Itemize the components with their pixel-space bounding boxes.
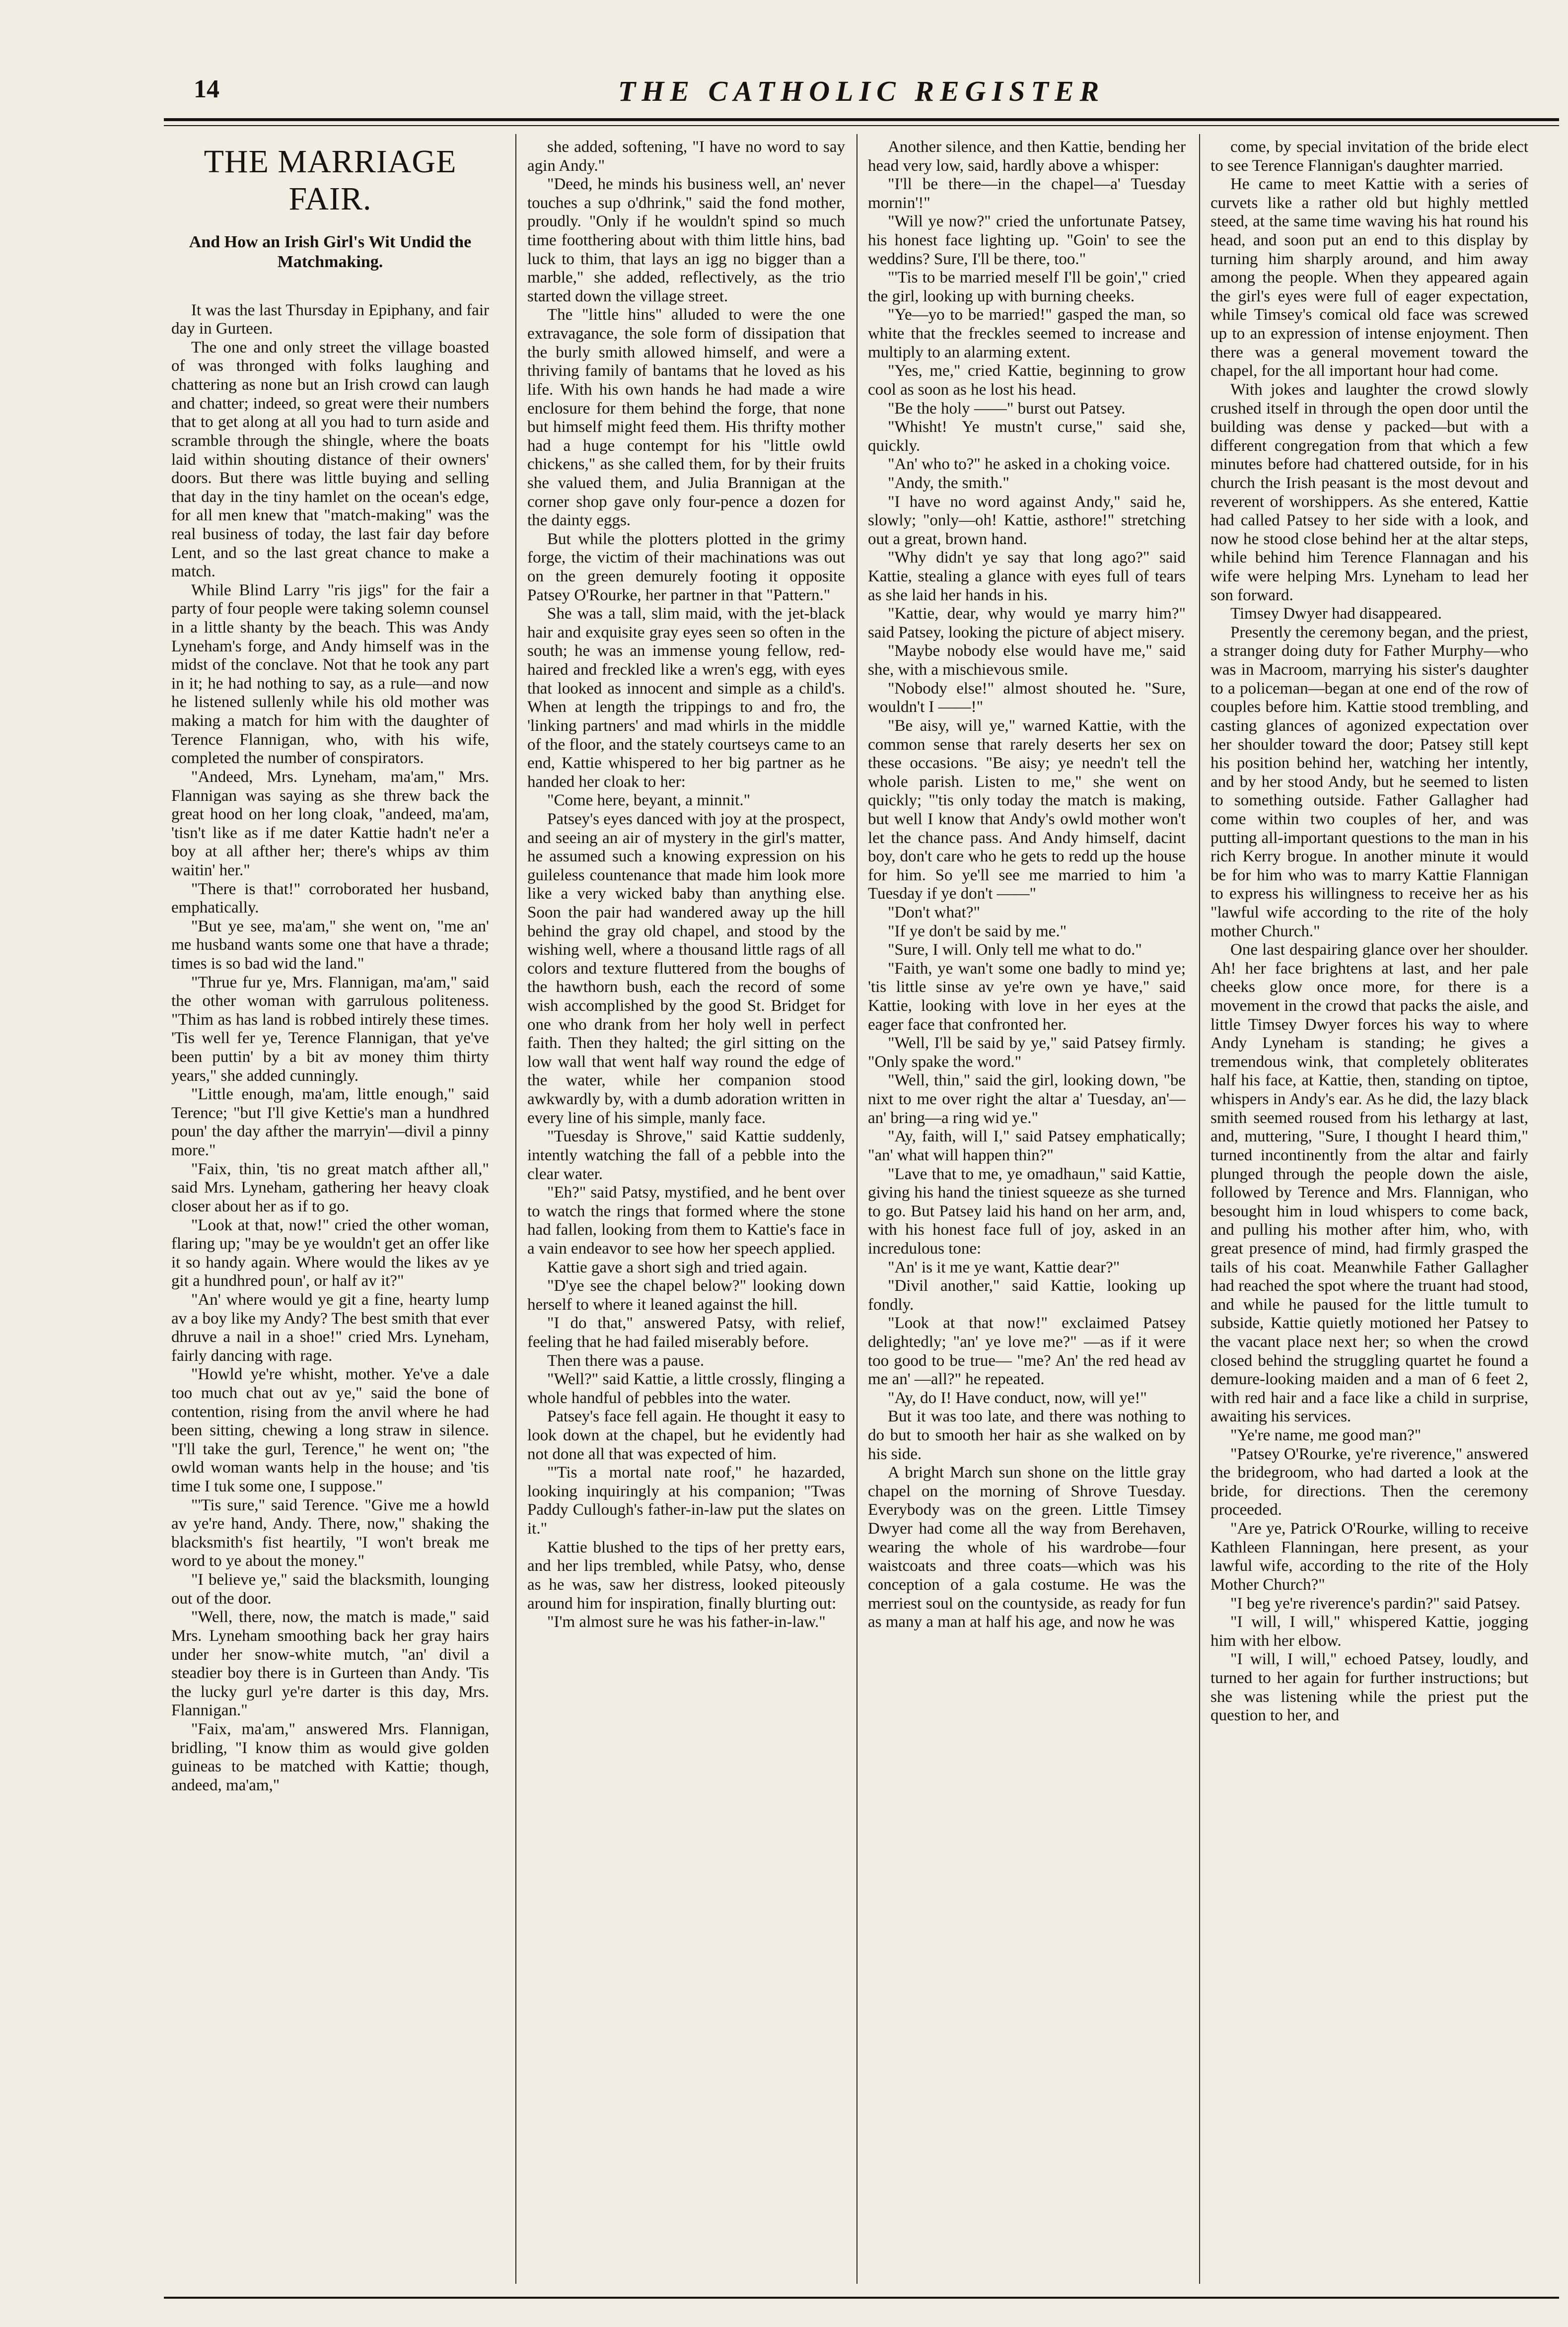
article-paragraph: "Well?" said Kattie, a little crossly, flinging a whole handful of pebbles into the water.	[527, 1370, 845, 1407]
article-paragraph: "Don't what?"	[888, 903, 980, 921]
article-paragraph: "'Tis to be married meself I'll be goin'," cried the girl, looking up with burning cheeks.	[868, 269, 1186, 305]
masthead: THE CATHOLIC REGISTER	[618, 75, 1105, 107]
article-paragraph: "Ye're name, me good man?"	[1230, 1426, 1422, 1445]
article-paragraph: One last despairing glance over her shoulder. Ah! her face brightens at last, and her pale cheeks glow once more, for there is a movement in the crowd that packs the aisle, and little Timsey Dwyer forces his way to where Andy Lyneham is standing; he gives a tremendous wink, that completely obliterates half his face, at Kattie, then, standing on tiptoe, whispers in Andy's ear. As he did, the lazy black smith seemed roused from his lethargy at last, and, muttering, "Sure, I thought I heard thim," turned incontinently from the altar and fairly plunged through the people down the aisle, followed by Terence and Mrs. Flannigan, who besought him in loud whispers to come back, and pulling his mother after him, who, with great presence of mind, had firmly grasped the tails of his coat. Meanwhile Father Gallagher had reached the spot where the truant had stood, and while he paused for the little tumult to subside, Kattie quietly motioned her Patsey to the vacant place next her; so when the crowd closed behind the struggling quartet he found a demure-looking maiden and a man of 6 feet 2, with red hair and a face like a child in surprise, awaiting his services.	[1211, 941, 1528, 1426]
article-paragraph: "I will, I will," whispered Kattie, jogging him with her elbow.	[1211, 1613, 1528, 1650]
article-column-3	[868, 138, 1186, 2288]
article-paragraph: "An' where would ye git a fine, hearty lump av a boy like my Andy? The best smith that ever dhruve a nail in a shoe!" cried Mrs. Lyneham, fairly dancing with rage.	[171, 1290, 489, 1365]
article-paragraph: A bright March sun shone on the little gray chapel on the morning of Shrove Tuesday. Everybody was on the green. Little Timsey Dwyer had come all the way from Berehaven, wearing the whole of his wardrobe—four waistcoats and three coats—which was his conception of a gala costume. He was the merriest soul on the countyside, as ready for fun as many a man at half his age, and now he was	[868, 1464, 1186, 1631]
article-paragraph: "Patsey O'Rourke, ye're riverence," answered the bridegroom, who had darted a look at the bride, for directions. Then the ceremony proceeded.	[1211, 1445, 1528, 1519]
article-paragraph: "Howld ye're whisht, mother. Ye've a dale too much chat out av ye," said the bone of contention, rising from the anvil where he had been sitting, chewing a long straw in silence. "I'll take the gurl, Terence," he went on; "the owld woman wants help in the house; and 'tis time I tuk some one, I suppose."	[171, 1365, 489, 1496]
article-paragraph: "An' is it me ye want, Kattie dear?"	[888, 1258, 1120, 1276]
article-paragraph: Presently the ceremony began, and the priest, a stranger doing duty for Father Murphy—who was in Macroom, marrying his sister's daughter to a policeman—began at one end of the row of couples before him. Kattie stood trembling, and casting glances of agonized expectation over her shoulder toward the door; Patsey still kept his position behind her, watching her intently, and by her stood Andy, but he seemed to listen to something outside. Father Gallagher had come within two couples of her, and was putting all-important questions to the man in his rich Kerry brogue. In another minute it would be for him who was to marry Kattie Flannigan to express his willingness to receive her as his "lawful wife according to the rite of the holy mother Church."	[1211, 623, 1528, 940]
article-paragraph: "Little enough, ma'am, little enough," said Terence; "but I'll give Kettie's man a hundhred poun' the day afther the marryin'—divil a pinny more."	[171, 1085, 489, 1160]
article-paragraph: "There is that!" corroborated her husband, emphatically.	[171, 880, 489, 917]
article-paragraph: Timsey Dwyer had disappeared.	[1230, 605, 1442, 623]
article-paragraph: "Ye—yo to be married!" gasped the man, so white that the freckles seemed to increase and multiply to an alarming extent.	[868, 306, 1186, 361]
column-rule	[1199, 134, 1200, 2284]
article-column-4	[1211, 138, 1528, 2288]
article-paragraph: "Faix, ma'am," answered Mrs. Flannigan, bridling, "I know thim as would give golden guineas to be matched with Kattie; though, andeed, ma'am,"	[171, 1720, 489, 1794]
article-paragraph: "Nobody else!" almost shouted he. "Sure, wouldn't I ——!"	[868, 679, 1186, 716]
header-rule-thin	[164, 125, 1559, 126]
article-paragraph: While Blind Larry "ris jigs" for the fair a party of four people were taking solemn counsel in a little shanty by the beach. This was Andy Lyneham's forge, and Andy himself was in the midst of the conclave. Not that he took any part in it; he had nothing to say, as a rule—and now he listened sullenly while his old mother was making a match for him with the daughter of Terence Flannigan, who, with his wife, completed the number of conspirators.	[171, 581, 489, 768]
article-paragraph: "Andy, the smith."	[888, 474, 1009, 492]
article-paragraph: "Faix, thin, 'tis no great match afther all," said Mrs. Lyneham, gathering her heavy cloak closer about her as if to go.	[171, 1160, 489, 1215]
article-paragraph: "But ye see, ma'am," she went on, "me an' me husband wants some one that have a thrade; times is so bad wid the land."	[171, 917, 489, 973]
article-paragraph: "If ye don't be said by me."	[888, 922, 1067, 940]
article-paragraph: "Why didn't ye say that long ago?" said Kattie, stealing a glance with eyes full of tears as she laid her hands in his.	[868, 549, 1186, 604]
article-paragraph: "D'ye see the chapel below?" looking down herself to where it leaned against the hill.	[527, 1277, 845, 1314]
article-paragraph: "Look at that, now!" cried the other woman, flaring up; "may be ye wouldn't get an offer like it so handy again. Where would the likes av ye git a hundhred poun', or half av it?"	[171, 1216, 489, 1290]
header-rule	[164, 118, 1559, 121]
article-paragraph: "Be the holy ——" burst out Patsey.	[888, 399, 1126, 418]
article-paragraph: Then there was a pause.	[547, 1351, 705, 1370]
article-paragraph: "I do that," answered Patsy, with relief, feeling that he had failed miserably before.	[527, 1314, 845, 1351]
article-paragraph: But it was too late, and there was nothing to do but to smooth her hair as she walked on by his side.	[868, 1408, 1186, 1463]
bottom-rule	[164, 2297, 1559, 2299]
article-paragraph: "Well, I'll be said by ye," said Patsey firmly. "Only spake the word."	[868, 1034, 1186, 1071]
article-paragraph: The one and only street the village boasted of was thronged with folks laughing and chattering as none but an Irish crowd can laugh and chatter; indeed, so great were their numbers that to get along at all you had to turn aside and scramble through the shingle, where the boats laid within shouting distance of their owners' doors. But there was little buying and selling that day in the tiny hamlet on the ocean's edge, for all men knew that "match-making" was the real business of today, the last fair day before Lent, and so the last great chance to make a match.	[171, 338, 489, 581]
article-paragraph: "Come here, beyant, a minnit."	[547, 791, 751, 810]
article-paragraph: "I'm almost sure he was his father-in-law."	[547, 1613, 826, 1631]
article-title: THE MARRIAGE FAIR.	[204, 143, 457, 217]
article-paragraph: "'Tis a mortal nate roof," he hazarded, looking inquiringly at his companion; "Twas Paddy Cullough's father-in-law put the slates on it."	[527, 1464, 845, 1538]
article-paragraph: He came to meet Kattie with a series of curvets like a rather old but highly mettled steed, at the same time waving his hat round his head, and soon put an end to this display by turning him sharply around, and him away among the people. When they appeared again the girl's eyes were full of eager expectation, while Timsey's comical old face was screwed up to an expression of intense enjoyment. Then there was a general movement toward the chapel, for the all important hour had come.	[1211, 175, 1528, 380]
article-paragraph: "Deed, he minds his business well, an' never touches a sup o'dhrink," said the fond mother, proudly. "Only if he wouldn't spind so much time footthering about with thim little hins, bad luck to thim, that lays an igg no bigger than a marble," she added, reflectively, as the trio started down the village street.	[527, 175, 845, 305]
article-paragraph: "I believe ye," said the blacksmith, lounging out of the door.	[171, 1571, 489, 1608]
article-paragraph: It was the last Thursday in Epiphany, and fair day in Gurteen.	[171, 301, 489, 338]
article-paragraph: The "little hins" alluded to were the one extravagance, the sole form of dissipation that the burly smith allowed himself, and were a thriving family of bantams that he loved as his life. With his own hands he had made a wire enclosure for them behind the forge, that none but himself might feed them. His thrifty mother had a huge contempt for his "little owld chickens," as she called them, for by their fruits she valued them, and Julia Brannigan at the corner shop gave only four-pence a dozen for the dainty eggs.	[527, 306, 845, 530]
article-paragraph: "Thrue fur ye, Mrs. Flannigan, ma'am," said the other woman with garrulous politeness. "Thim as has land is robbed intirely these times. 'Tis well fer ye, Terence Flannigan, that ye've been puttin' by a bit av money thim thirty years," she added cunningly.	[171, 973, 489, 1085]
article-paragraph: "I have no word against Andy," said he, slowly; "only—oh! Kattie, asthore!" stretching out a great, brown hand.	[868, 493, 1186, 548]
article-paragraph: "I beg ye're riverence's pardin?" said Patsey.	[1230, 1594, 1520, 1613]
article-paragraph: Kattie blushed to the tips of her pretty ears, and her lips trembled, while Patsy, who, dense as he was, saw her distress, looked piteously around him for inspiration, finally blurting out:	[527, 1538, 845, 1613]
page-number: 14	[194, 75, 219, 103]
article-paragraph: "'Tis sure," said Terence. "Give me a howld av ye're hand, Andy. There, now," shaking the blacksmith's fist heartily, "I won't break me word to ye about the money."	[171, 1496, 489, 1570]
article-column-1	[171, 138, 489, 2288]
article-paragraph: "Sure, I will. Only tell me what to do."	[888, 941, 1142, 959]
article-paragraph: "Are ye, Patrick O'Rourke, willing to receive Kathleen Flanningan, here present, as your lawful wife, according to the rite of the Holy Mother Church?"	[1211, 1520, 1528, 1594]
article-paragraph: "I will, I will," echoed Patsey, loudly, and turned to her again for further instructions; but she was listening while the priest put the question to her, and	[1211, 1650, 1528, 1725]
article-paragraph: "Divil another," said Kattie, looking up fondly.	[868, 1277, 1186, 1314]
article-paragraph: Patsey's eyes danced with joy at the prospect, and seeing an air of mystery in the girl's matter, he assumed such a knowing expression on his guileless countenance that made him look more like a very wicked baby than anything else. Soon the pair had wandered away up the hill behind the gray old chapel, and stood by the wishing well, where a thousand little rags of all colors and texture fluttered from the boughs of the hawthorn bush, each the record of some wish accomplished by the good St. Bridget for one who drank from her holy well in perfect faith. Then they halted; the girl sitting on the low wall that went half way round the edge of the water, while her companion stood awkwardly by, with a dumb adoration written in every line of his simple, manly face.	[527, 810, 845, 1127]
article-paragraph: "Eh?" said Patsy, mystified, and he bent over to watch the rings that formed where the stone had fallen, looking from them to Kattie's face in a vain endeavor to see how her speech applied.	[527, 1184, 845, 1258]
article-column-2	[527, 138, 845, 2288]
article-paragraph: come, by special invitation of the bride elect to see Terence Flannigan's daughter married.	[1211, 138, 1528, 175]
article-paragraph: "Faith, ye wan't some one badly to mind ye; 'tis little sinse av ye're own ye have," said Kattie, looking with love in her eyes at the eager face that confronted her.	[868, 959, 1186, 1034]
article-paragraph: With jokes and laughter the crowd slowly crushed itself in through the open door until the building was dense y packed—but with a different congregation from that which a few minutes before had chattered outside, for in his church the Irish peasant is the most devout and reverent of worshippers. As she entered, Kattie had called Patsey to her side with a look, and now he stood close behind her at the altar steps, while behind him Terence Flannagan and his wife were helping Mrs. Lyneham to lead her son forward.	[1211, 380, 1528, 604]
article-paragraph: "Tuesday is Shrove," said Kattie suddenly, intently watching the fall of a pebble into the clear water.	[527, 1128, 845, 1183]
article-paragraph: "An' who to?" he asked in a choking voice.	[888, 455, 1170, 474]
article-paragraph: But while the plotters plotted in the grimy forge, the victim of their machinations was out on the green demurely footing it opposite Patsey O'Rourke, her partner in that "Pattern."	[527, 530, 845, 604]
article-paragraph: "Andeed, Mrs. Lyneham, ma'am," Mrs. Flannigan was saying as she threw back the great hood on her long cloak, "andeed, ma'am, 'tisn't like as if me dater Kattie hadn't ne'er a boy at all afther her; there's whips av thim waitin' her."	[171, 768, 489, 879]
article-paragraph: "Ay, faith, will I," said Patsey emphatically; "an' what will happen thin?"	[868, 1128, 1186, 1164]
column-rule	[856, 134, 857, 2284]
article-subtitle: And How an Irish Girl's Wit Undid the Matchmaking.	[189, 233, 472, 271]
article-paragraph: "Kattie, dear, why would ye marry him?" said Patsey, looking the picture of abject misery.	[868, 605, 1186, 641]
article-paragraph: "Yes, me," cried Kattie, beginning to grow cool as soon as he lost his head.	[868, 362, 1186, 399]
article-paragraph: "Look at that now!" exclaimed Patsey delightedly; "an' ye love me?" —as if it were too good to be true— "me? An' the red head av me an' —all?" he repeated.	[868, 1314, 1186, 1389]
article-paragraph: "Lave that to me, ye omadhaun," said Kattie, giving his hand the tiniest squeeze as she turned to go. But Patsey laid his hand on her arm, and, with his honest face full of joy, asked in an incredulous tone:	[868, 1165, 1186, 1258]
article-paragraph: "Well, thin," said the girl, looking down, "be nixt to me over right the altar a' Tuesday, an'—an' bring—a ring wid ye."	[868, 1071, 1186, 1127]
article-paragraph: Patsey's face fell again. He thought it easy to look down at the chapel, but he evidently had not done all that was expected of him.	[527, 1408, 845, 1463]
page-header	[164, 74, 1559, 114]
article-paragraph: She was a tall, slim maid, with the jet-black hair and exquisite gray eyes seen so often in the south; he was an immense young fellow, red-haired and freckled like a wren's egg, with eyes that looked as innocent and simple as a child's. When at length the trippings to and fro, the 'linking partners' and mad whirls in the middle of the floor, and the stately courtseys came to an end, Kattie whispered to her big partner as he handed her cloak to her:	[527, 605, 845, 791]
article-paragraph: she added, softening, "I have no word to say agin Andy."	[527, 138, 845, 175]
article-paragraph: Kattie gave a short sigh and tried again.	[547, 1258, 808, 1276]
article-paragraph: "Be aisy, will ye," warned Kattie, with the common sense that rarely deserts her sex on these occasions. "Be aisy; ye needn't tell the whole parish. Listen to me," she went on quickly; "'tis only today the match is making, but well I know that Andy's owld mother won't let the chance pass. And Andy himself, dacint boy, don't care who he gets to redd up the house for him. So ye'll see me married to him 'a Tuesday if ye don't ——"	[868, 716, 1186, 903]
article-paragraph: "Whisht! Ye mustn't curse," said she, quickly.	[868, 418, 1186, 455]
article-paragraph: "I'll be there—in the chapel—a' Tuesday mornin'!"	[868, 175, 1186, 212]
article-paragraph: "Will ye now?" cried the unfortunate Patsey, his honest face lighting up. "Goin' to see the weddins? Sure, I'll be there, too."	[868, 212, 1186, 268]
article-paragraph: "Well, there, now, the match is made," said Mrs. Lyneham smoothing back her gray hairs under her snow-white mutch, "an' divil a steadier boy there is in Gurteen than Andy. 'Tis the lucky gurl ye're darter is this day, Mrs. Flannigan."	[171, 1608, 489, 1720]
article-paragraph: "Ay, do I! Have conduct, now, will ye!"	[888, 1389, 1147, 1407]
column-rule	[515, 134, 516, 2284]
article-paragraph: Another silence, and then Kattie, bending her head very low, said, hardly above a whisper:	[868, 138, 1186, 175]
article-paragraph: "Maybe nobody else would have me," said she, with a mischievous smile.	[868, 642, 1186, 679]
